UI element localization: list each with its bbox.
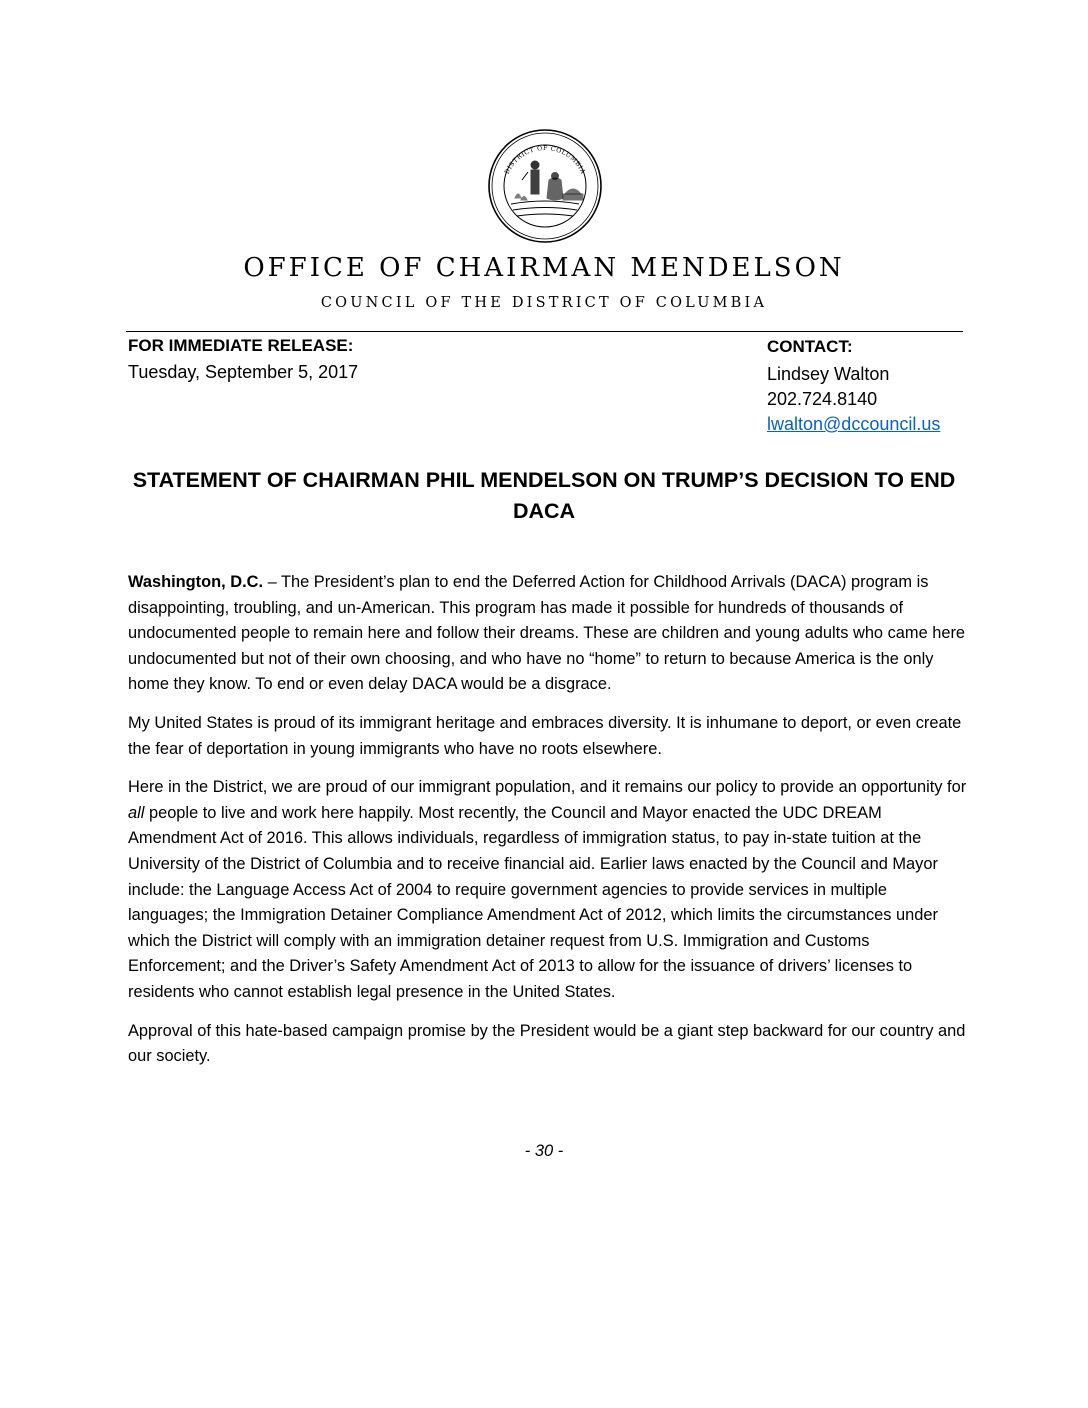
- release-date: Tuesday, September 5, 2017: [128, 362, 359, 382]
- contact-label: CONTACT:: [767, 337, 853, 356]
- paragraph-3-text-a: Here in the District, we are proud of our immigrant population, and it remains our policy to provide an opportunity for: [128, 778, 967, 797]
- contact-block: [767, 336, 940, 437]
- contact-email-link[interactable]: lwalton@dccouncil.us: [767, 414, 941, 434]
- dateline: Washington, D.C.: [128, 573, 264, 591]
- paragraph-3-text-b: people to live and work here happily. Most recently, the Council and Mayor enacted the UDC DREAM Amendment Act of 2016. This allows individuals, regardless of immigration status, to pay in-state tuition at the University of the District of Columbia and to receive financial aid. Earlier laws enacted by the Council and Mayor include: the Language Access Act of 2004 to require government agencies to provide services in multiple languages; the Immigration Detainer Compliance Amendment Act of 2012, which limits the circumstances under which the District will comply with an immigration detainer request from U.S. Immigration and Customs Enforcement; and the Driver’s Safety Amendment Act of 2013 to allow for the issuance of drivers’ licenses to residents who cannot establish legal presence in the United States.: [128, 803, 938, 1001]
- svg-text:DISTRICT OF COLUMBIA: DISTRICT OF COLUMBIA: [503, 144, 587, 176]
- district-of-columbia-seal-icon: [487, 128, 603, 244]
- office-subtitle: COUNCIL OF THE DISTRICT OF COLUMBIA: [320, 295, 768, 311]
- end-mark: - 30 -: [524, 1142, 564, 1160]
- contact-name: Lindsey Walton: [767, 364, 890, 384]
- paragraph-1: [128, 570, 968, 698]
- headline: STATEMENT OF CHAIRMAN PHIL MENDELSON ON TRUMP’S DECISION TO END DACA: [132, 468, 956, 523]
- paragraph-3-emphasis: all: [128, 803, 145, 822]
- header-rule: [126, 331, 963, 332]
- paragraph-4: Approval of this hate-based campaign promise by the President would be a giant step backward for our country and our society.: [128, 1021, 966, 1066]
- office-title: OFFICE OF CHAIRMAN MENDELSON: [243, 253, 845, 283]
- statement-body: [128, 570, 968, 1083]
- contact-phone: 202.724.8140: [767, 389, 878, 409]
- paragraph-1-text: – The President’s plan to end the Deferred Action for Childhood Arrivals (DACA) program is disappointing, troubling, and un-American. This program has made it possible for hundreds of thousands of undocumented people to remain here and follow their dreams. These are children and young adults who came here undocumented but not of their own choosing, and who have no “home” to return to because America is the only home they know. To end or even delay DACA would be a disgrace.: [128, 573, 966, 694]
- paragraph-2: My United States is proud of its immigrant heritage and embraces diversity. It is inhumane to deport, or even create the fear of deportation in young immigrants who have no roots elsewhere.: [128, 713, 962, 758]
- paragraph-3: [128, 775, 968, 1005]
- release-label: FOR IMMEDIATE RELEASE:: [128, 336, 354, 355]
